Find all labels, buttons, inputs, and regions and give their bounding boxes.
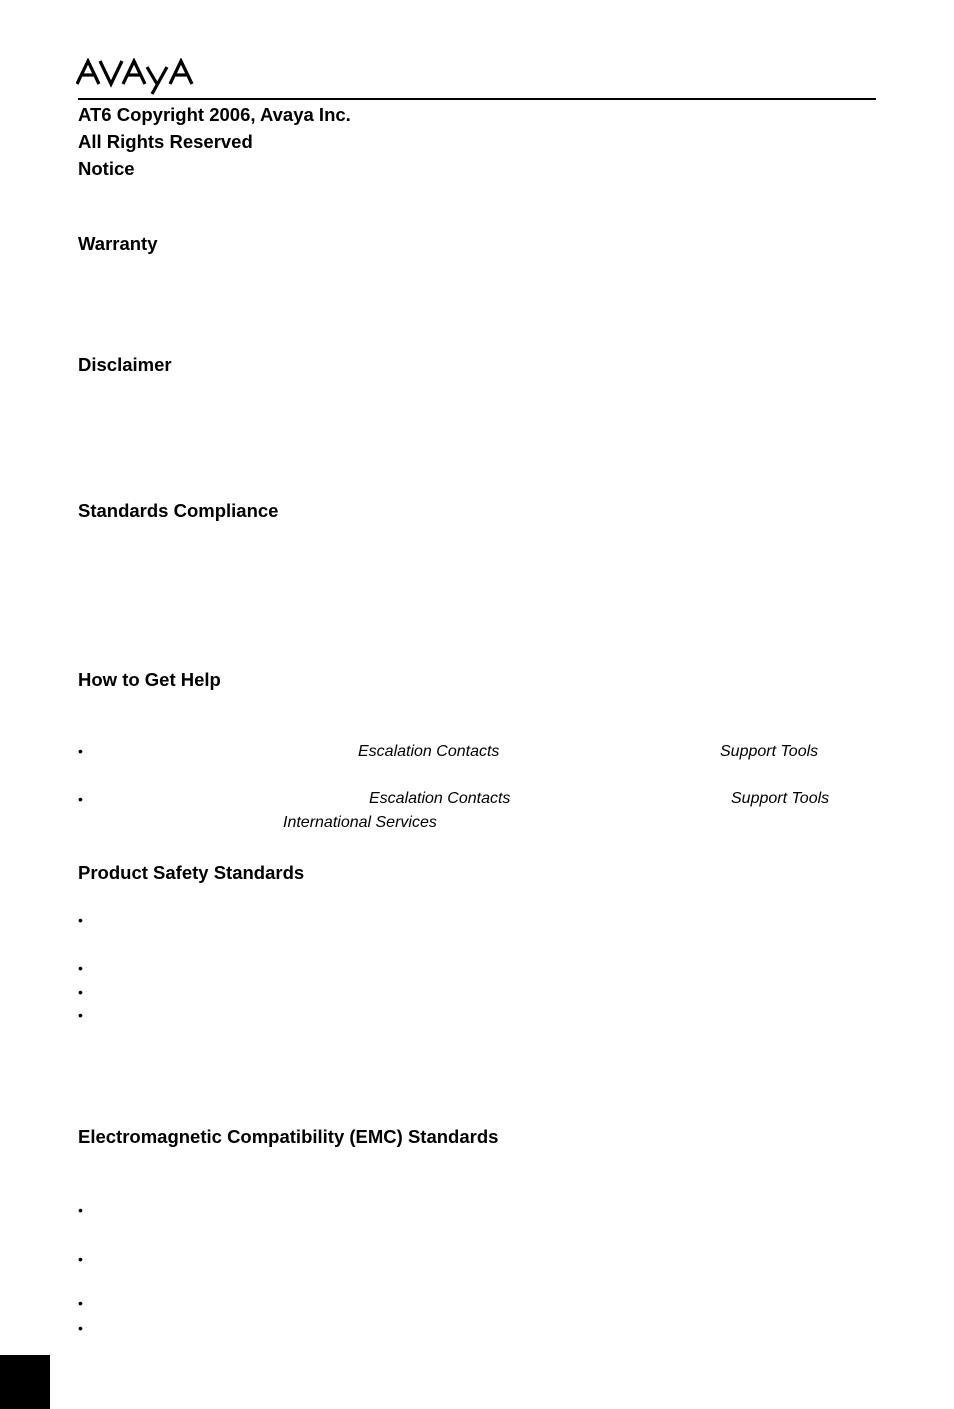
escalation-contacts-link-1[interactable]: Escalation Contacts xyxy=(358,743,500,760)
safety-bullet-2: • xyxy=(78,960,83,976)
international-services-link[interactable]: International Services xyxy=(283,814,437,831)
emc-bullet-4: • xyxy=(78,1320,83,1336)
how-to-get-help-heading: How to Get Help xyxy=(78,669,221,690)
safety-bullet-1: • xyxy=(78,912,83,928)
header-divider xyxy=(78,98,876,100)
escalation-contacts-link-2[interactable]: Escalation Contacts xyxy=(369,790,511,807)
avaya-logo xyxy=(76,58,196,98)
safety-bullet-4: • xyxy=(78,1007,83,1023)
product-safety-heading: Product Safety Standards xyxy=(78,862,305,883)
rights-line: All Rights Reserved xyxy=(78,131,253,152)
standards-compliance-heading: Standards Compliance xyxy=(78,500,279,521)
disclaimer-heading: Disclaimer xyxy=(78,354,172,375)
support-tools-link-2[interactable]: Support Tools xyxy=(731,790,830,807)
safety-bullet-3: • xyxy=(78,984,83,1000)
help-bullet-2: • xyxy=(78,791,83,807)
emc-bullet-2: • xyxy=(78,1251,83,1267)
support-tools-link-1[interactable]: Support Tools xyxy=(720,743,819,760)
page-corner-tab xyxy=(0,1355,50,1409)
emc-heading: Electromagnetic Compatibility (EMC) Standards xyxy=(78,1126,499,1147)
warranty-heading: Warranty xyxy=(78,233,158,254)
emc-bullet-3: • xyxy=(78,1295,83,1311)
emc-bullet-1: • xyxy=(78,1202,83,1218)
copyright-line: AT6 Copyright 2006, Avaya Inc. xyxy=(78,104,351,125)
notice-heading: Notice xyxy=(78,158,135,179)
avaya-logo-wordmark xyxy=(76,58,196,98)
help-bullet-1: • xyxy=(78,743,83,759)
